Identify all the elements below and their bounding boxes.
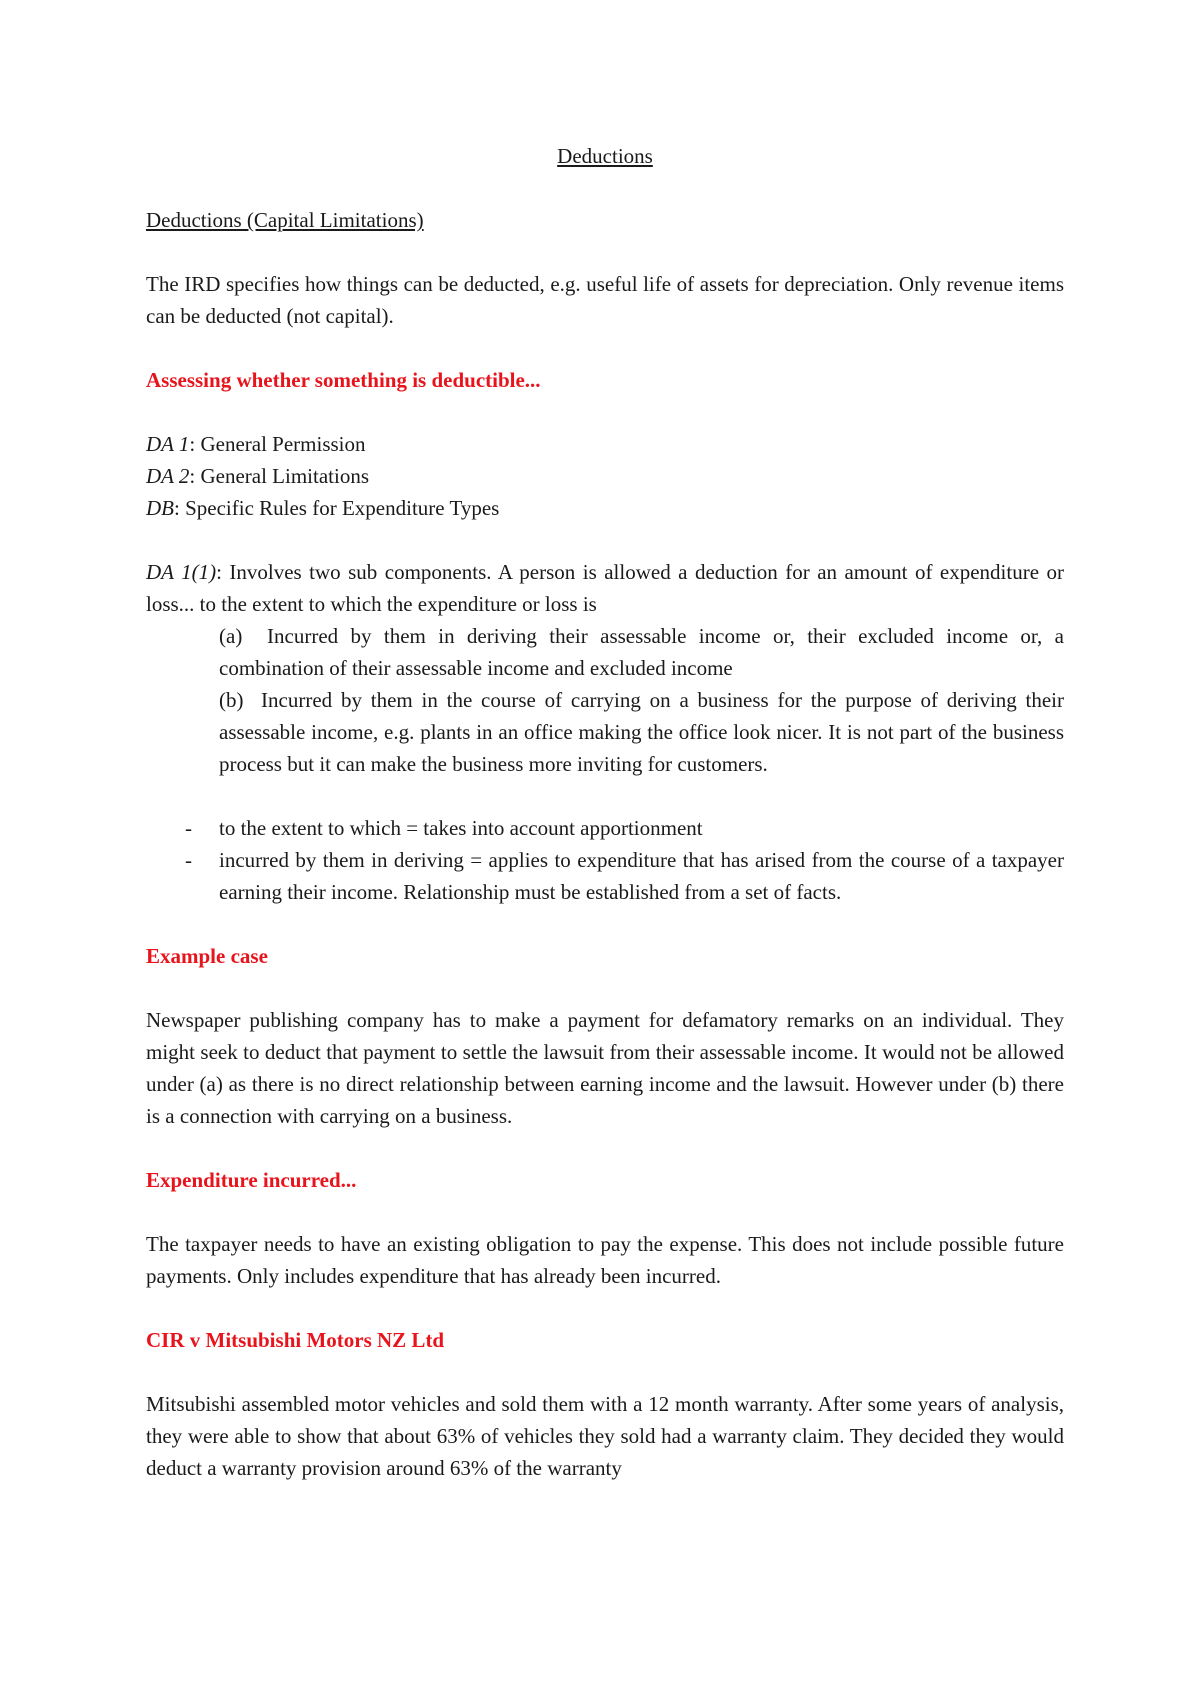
da11-text: : Involves two sub components. A person is allowed a deduction for an amount of expenditure or loss... to the extent to which the expenditure or loss is <box>146 560 1064 616</box>
definition-list <box>146 428 1064 524</box>
heading-expenditure-incurred: Expenditure incurred... <box>146 1168 357 1192</box>
definition-term: DA 1 <box>146 432 190 456</box>
list-item-text: incurred by them in deriving = applies to expenditure that has arised from the course of a taxpayer earning their income. Relationship must be established from a set of facts. <box>219 848 1064 904</box>
heading-mitsubishi-case: CIR v Mitsubishi Motors NZ Ltd <box>146 1328 445 1352</box>
clause-b: (b) Incurred by them in the course of carrying on a business for the purpose of deriving their assessable income, e.g. plants in an office making the office look nicer. It is not part of the business process but it can make the business more inviting for customers. <box>219 688 1064 776</box>
intro-paragraph: The IRD specifies how things can be deducted, e.g. useful life of assets for depreciation. Only revenue items can be deducted (not capital). <box>146 272 1064 328</box>
definition-separator: : <box>174 496 186 520</box>
da11-paragraph <box>146 556 1064 620</box>
definition-term: DA 2 <box>146 464 190 488</box>
definition-item <box>146 460 1064 492</box>
document-title: Deductions <box>557 144 653 168</box>
incurred-paragraph: The taxpayer needs to have an existing obligation to pay the expense. This does not include possible future payments. Only includes expenditure that has already been incurred. <box>146 1232 1064 1288</box>
heading-assessing: Assessing whether something is deductible... <box>146 368 541 392</box>
da11-term: DA 1(1) <box>146 560 217 584</box>
definition-separator: : <box>189 432 201 456</box>
list-item-text: to the extent to which = takes into account apportionment <box>219 816 703 840</box>
definition-item <box>146 492 1064 524</box>
example-paragraph: Newspaper publishing company has to make a payment for defamatory remarks on an individual. They might seek to deduct that payment to settle the lawsuit from their assessable income. It would not be allowed under (a) as there is no direct relationship between earning income and the lawsuit. However under (b) there is a connection with carrying on a business. <box>146 1008 1064 1128</box>
da11-block <box>146 556 1064 780</box>
dash-bullet: - <box>185 848 192 872</box>
definition-separator: : <box>189 464 201 488</box>
heading-example-case: Example case <box>146 944 268 968</box>
definition-item <box>146 428 1064 460</box>
definition-term: DB <box>146 496 174 520</box>
list-item <box>146 844 1064 908</box>
definition-desc: Specific Rules for Expenditure Types <box>185 496 500 520</box>
list-item <box>146 812 1064 844</box>
clause-a: (a) Incurred by them in deriving their assessable income or, their excluded income or, a combination of their assessable income and excluded income <box>219 624 1064 680</box>
definition-desc: General Limitations <box>200 464 370 488</box>
definition-desc: General Permission <box>200 432 366 456</box>
dash-list <box>146 812 1064 908</box>
mitsubishi-paragraph: Mitsubishi assembled motor vehicles and sold them with a 12 month warranty. After some years of analysis, they were able to show that about 63% of vehicles they sold had a warranty claim. They decided they would deduct a warranty provision around 63% of the warranty <box>146 1392 1064 1480</box>
dash-bullet: - <box>185 816 192 840</box>
document-subtitle: Deductions (Capital Limitations) <box>146 208 424 232</box>
spacer <box>146 780 1064 812</box>
document-page <box>146 140 1064 1484</box>
